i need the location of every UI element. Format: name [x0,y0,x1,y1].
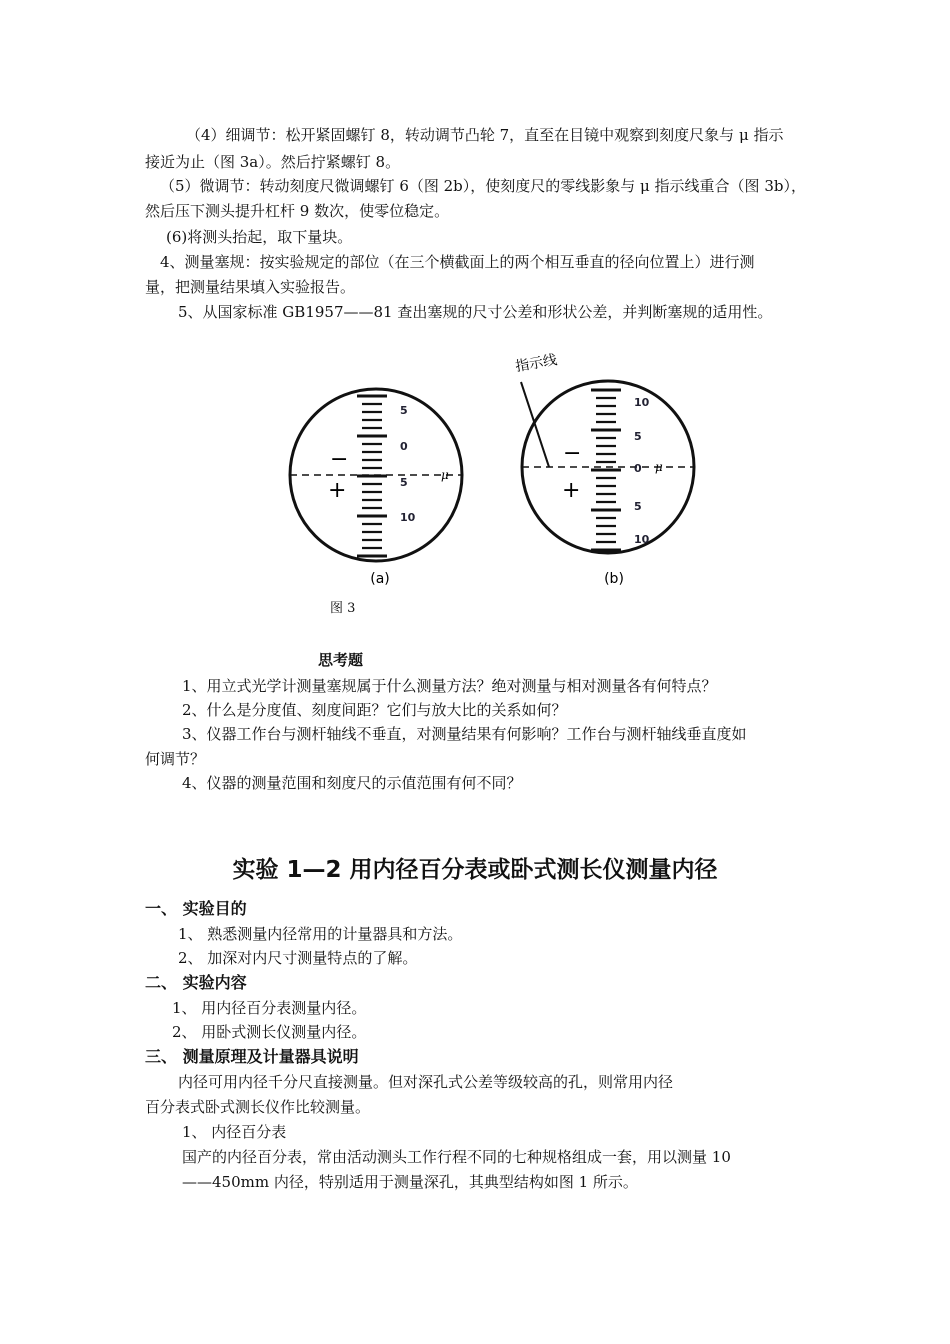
paragraph-line: 量，把测量结果填入实验报告。 [145,278,356,296]
scale-number: 0 [634,462,642,475]
section-3-line: 国产的内径百分表，常由活动测头工作行程不同的七种规格组成一套，用以测量 10 [182,1148,731,1166]
plus-sign: + [328,478,347,503]
section-3-line: 内径可用内径千分尺直接测量。但对深孔式公差等级较高的孔，则常用内径 [178,1073,674,1091]
pointer-line [521,382,549,467]
paragraph-line: （4）细调节：松开紧固螺钉 8，转动调节凸轮 7，直至在目镜中观察到刻度尺象与 μ 指示 [186,126,784,144]
scale-number: 10 [400,511,416,524]
label-a: (a) [370,571,390,587]
scale-number: 0 [400,440,408,453]
question-line: 何调节？ [145,750,206,768]
paragraph-line: 接近为止（图 3a）。然后拧紧螺钉 8。 [145,153,401,171]
figure-caption: 图 3 [330,601,356,616]
pointer-line-label: 指示线 [514,352,559,376]
mu-label: μ [441,468,449,482]
section-1-item: 1、 熟悉测量内径常用的计量器具和方法。 [178,925,463,943]
section-2-item: 1、 用内径百分表测量内径。 [172,999,367,1017]
scale-number: 10 [634,533,650,546]
scale-number: 5 [400,404,408,417]
scale-number: 5 [400,476,408,489]
minus-sign: − [330,447,349,472]
section-2-item: 2、 用卧式测长仪测量内径。 [172,1023,367,1041]
section-1-title: 一、 实验目的 [145,899,247,918]
paragraph-line: 5、从国家标准 GB1957——81 查出塞规的尺寸公差和形状公差，并判断塞规的适用性。 [178,303,773,321]
section-3-line: ——450mm 内径，特别适用于测量深孔，其典型结构如图 1 所示。 [182,1173,638,1191]
question-line: 3、仪器工作台与测杆轴线不垂直，对测量结果有何影响？工作台与测杆轴线垂直度如 [182,725,747,743]
paragraph-line: (6)将测头抬起，取下量块。 [166,228,353,246]
section-3-line: 1、 内径百分表 [182,1123,287,1141]
minus-sign: − [563,441,582,466]
scale-number: 5 [634,500,642,513]
plus-sign: + [562,478,581,503]
paragraph-line: 4、测量塞规：按实验规定的部位（在三个横截面上的两个相互垂直的径向位置上）进行测 [160,253,755,271]
scale-number: 10 [634,396,650,409]
paragraph-line: （5）微调节：转动刻度尺微调螺钉 6（图 2b），使刻度尺的零线影象与 μ 指示线重合（图 3b）， [160,177,806,195]
mu-label: μ [655,460,663,474]
figure-3b [522,381,694,553]
question-line: 1、用立式光学计测量塞规属于什么测量方法？绝对测量与相对测量各有何特点？ [182,677,717,695]
section-1-item: 2、 加深对内尺寸测量特点的了解。 [178,949,418,967]
scale-number: 5 [634,430,642,443]
question-line: 4、仪器的测量范围和刻度尺的示值范围有何不同？ [182,774,522,792]
figure-3a [290,389,462,561]
question-line: 2、什么是分度值、刻度间距？它们与放大比的关系如何？ [182,701,567,719]
paragraph-line: 然后压下测头提升杠杆 9 数次，使零位稳定。 [145,202,450,220]
questions-title: 思考题 [318,651,364,669]
section-2-title: 二、 实验内容 [145,973,247,992]
experiment-title: 实验 1—2 用内径百分表或卧式测长仪测量内径 [232,857,718,883]
section-3-title: 三、 测量原理及计量器具说明 [145,1047,359,1066]
label-b: (b) [604,571,624,587]
section-3-line: 百分表式卧式测长仪作比较测量。 [145,1098,371,1116]
